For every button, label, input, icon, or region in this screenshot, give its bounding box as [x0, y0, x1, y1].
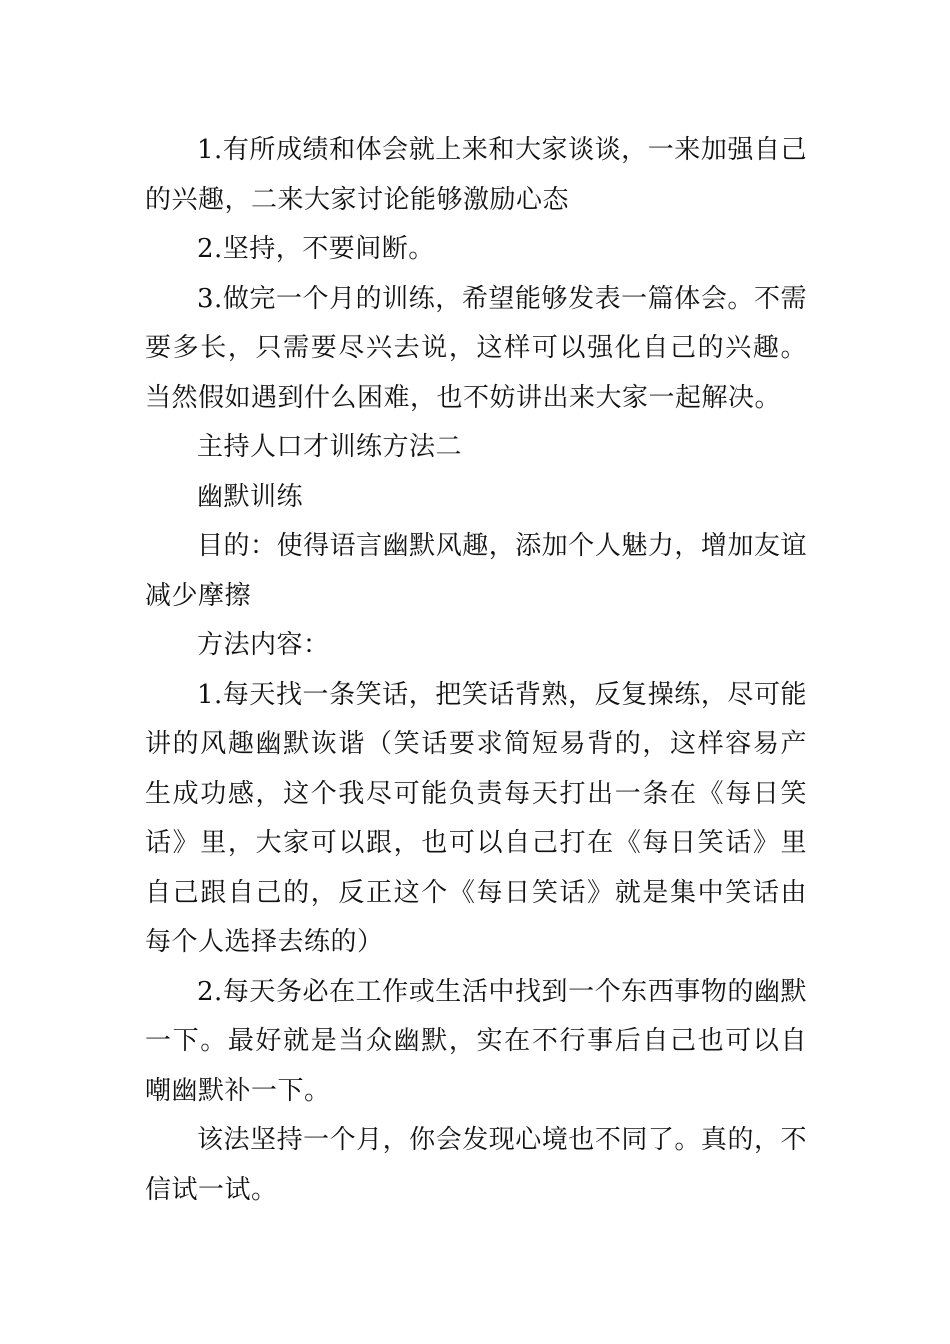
paragraph-conclusion: 该法坚持一个月，你会发现心境也不同了。真的，不信试一试。	[145, 1125, 807, 1205]
document-body	[145, 126, 807, 1215]
paragraph-point-3-summary: 3.做完一个月的训练，希望能够发表一篇体会。不需要多长，只需要尽兴去说，这样可以强化自己的兴趣。当然假如遇到什么困难，也不妨讲出来大家一起解决。	[145, 283, 807, 413]
section-subheading-humor: 幽默训练	[197, 481, 304, 512]
paragraph-point-1-share: 1.有所成绩和体会就上来和大家谈谈，一来加强自己的兴趣，二来大家讨论能够激励心态	[145, 135, 807, 215]
paragraph-method-2-daily-humor: 2.每天务必在工作或生活中找到一个东西事物的幽默一下。最好就是当众幽默，实在不行事后自己也可以自嘲幽默补一下。	[145, 976, 807, 1106]
section-heading-method-two: 主持人口才训练方法二	[197, 432, 463, 462]
paragraph-method-1-jokes: 1.每天找一条笑话，把笑话背熟，反复操练，尽可能讲的风趣幽默诙谐（笑话要求简短易背的，这样容易产生成功感，这个我尽可能负责每天打出一条在《每日笑话》里，大家可以跟，也可以自己打在《每日笑话》里自己跟自己的，反正这个《每日笑话》就是集中笑话由每个人选择去练的）	[145, 679, 807, 957]
paragraph-purpose: 目的：使得语言幽默风趣，添加个人魅力，增加友谊减少摩擦	[145, 531, 807, 611]
paragraph-method-label: 方法内容：	[197, 630, 330, 660]
paragraph-point-2-persist: 2.坚持，不要间断。	[197, 234, 435, 264]
